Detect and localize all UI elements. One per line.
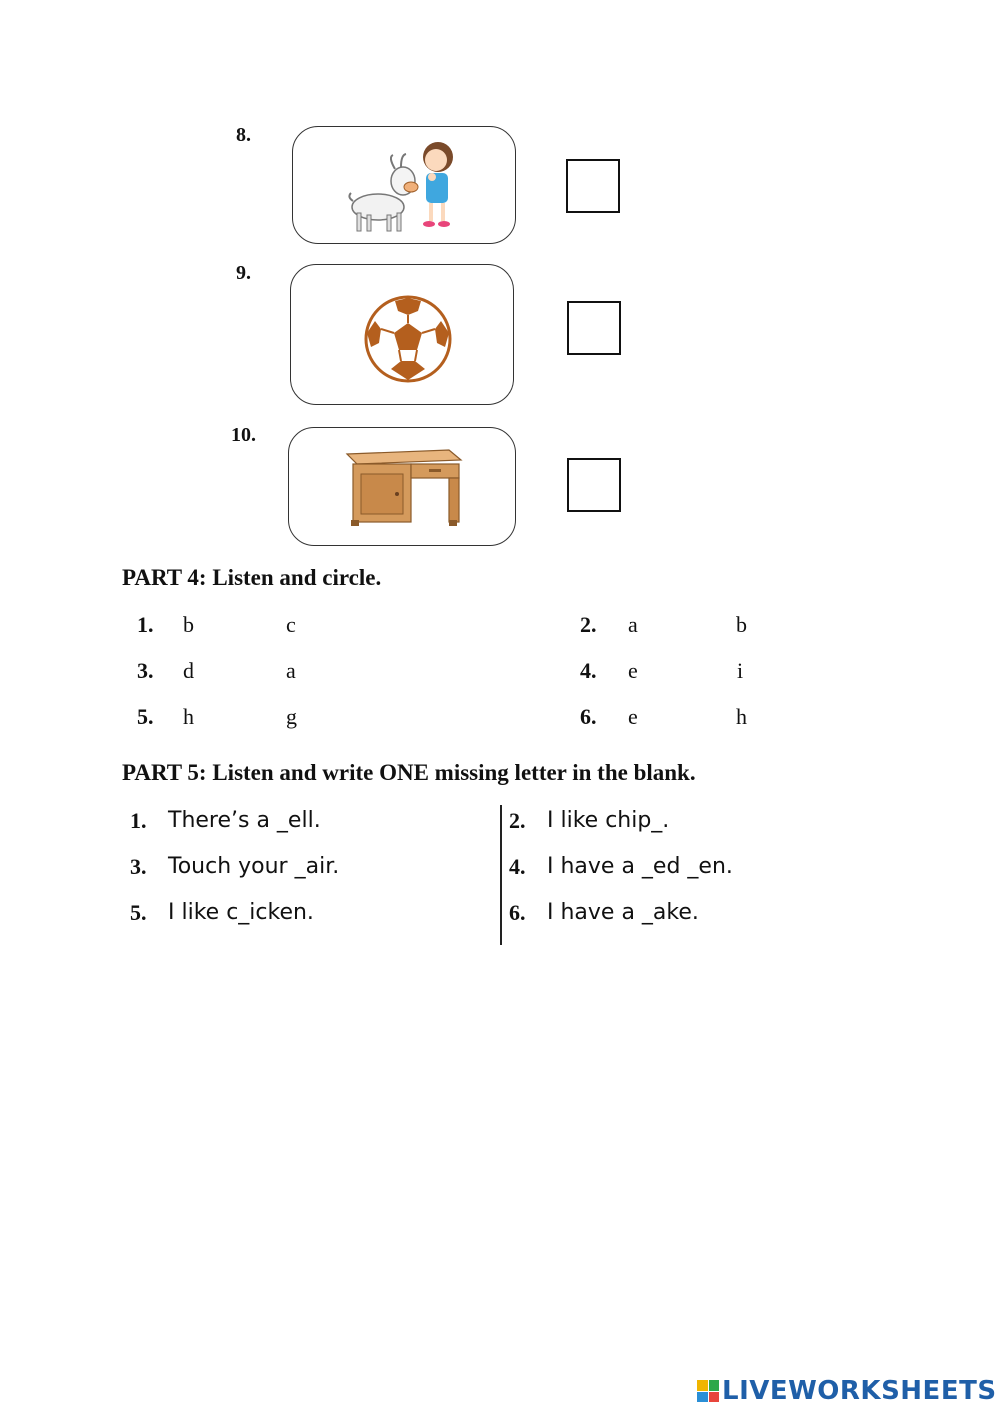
part4-number: 4. bbox=[580, 658, 597, 683]
item-number-8: 8. bbox=[236, 124, 251, 146]
part4-option-a[interactable]: b bbox=[183, 612, 194, 637]
part4-option-b[interactable]: c bbox=[286, 612, 296, 637]
picture-box-desk bbox=[288, 427, 516, 546]
part4-option-b[interactable]: b bbox=[736, 612, 747, 637]
part5-sentence-6[interactable]: I have a _ake. bbox=[547, 900, 699, 925]
part4-option-b[interactable]: a bbox=[286, 658, 296, 683]
part4-option-b[interactable]: g bbox=[286, 704, 297, 729]
part5-sentence-5[interactable]: I like c_icken. bbox=[168, 900, 314, 925]
part4-option-b[interactable]: h bbox=[736, 704, 747, 729]
part5-number-4: 4. bbox=[509, 854, 526, 879]
desk-illustration bbox=[289, 428, 515, 545]
part5-number-6: 6. bbox=[509, 900, 526, 925]
part4-number: 2. bbox=[580, 612, 597, 637]
part4-number: 3. bbox=[137, 658, 154, 683]
part5-number-1: 1. bbox=[130, 808, 147, 833]
part5-number-3: 3. bbox=[130, 854, 147, 879]
logo-mark-icon bbox=[697, 1380, 719, 1402]
part5-sentence-2[interactable]: I like chip_. bbox=[547, 808, 670, 833]
answer-box-10[interactable] bbox=[567, 458, 621, 512]
picture-box-goat-girl bbox=[292, 126, 516, 244]
part5-number-5: 5. bbox=[130, 900, 147, 925]
picture-box-ball bbox=[290, 264, 514, 405]
item-number-9: 9. bbox=[236, 262, 251, 284]
logo-text: LIVEWORKSHEETS bbox=[722, 1376, 997, 1406]
column-divider bbox=[500, 805, 502, 945]
ball-illustration bbox=[291, 265, 513, 404]
part4-option-a[interactable]: e bbox=[628, 658, 638, 683]
part5-sentence-4[interactable]: I have a _ed _en. bbox=[547, 854, 733, 879]
goat-and-girl-illustration bbox=[293, 127, 515, 243]
part5-number-2: 2. bbox=[509, 808, 526, 833]
liveworksheets-logo[interactable] bbox=[697, 1376, 997, 1406]
answer-box-9[interactable] bbox=[567, 301, 621, 355]
part4-option-a[interactable]: d bbox=[183, 658, 194, 683]
answer-box-8[interactable] bbox=[566, 159, 620, 213]
part4-number: 6. bbox=[580, 704, 597, 729]
part4-option-a[interactable]: e bbox=[628, 704, 638, 729]
part4-option-a[interactable]: h bbox=[183, 704, 194, 729]
part5-heading: PART 5: Listen and write ONE missing letter in the blank. bbox=[122, 760, 696, 785]
part5-sentence-1[interactable]: There’s a _ell. bbox=[168, 808, 321, 833]
part4-number: 1. bbox=[137, 612, 154, 637]
item-number-10: 10. bbox=[231, 424, 256, 446]
part4-option-a[interactable]: a bbox=[628, 612, 638, 637]
part5-sentence-3[interactable]: Touch your _air. bbox=[168, 854, 340, 879]
part4-heading: PART 4: Listen and circle. bbox=[122, 565, 382, 590]
part4-number: 5. bbox=[137, 704, 154, 729]
part4-option-b[interactable]: i bbox=[737, 658, 744, 683]
